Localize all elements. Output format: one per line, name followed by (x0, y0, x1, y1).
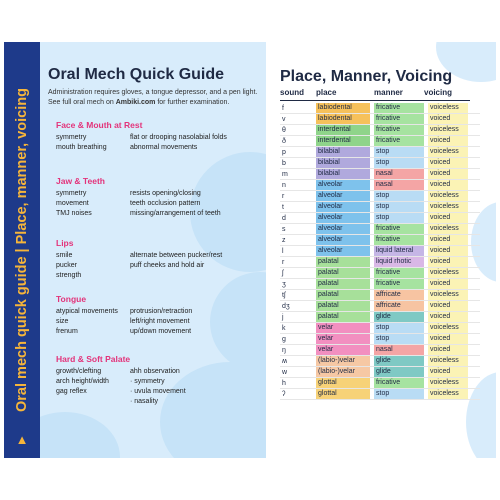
guide-card (4, 42, 496, 458)
manner-cell: fricative (374, 235, 424, 245)
section-row (56, 271, 262, 281)
section-note: alternate between pucker/rest (130, 252, 223, 259)
table-row (280, 136, 480, 147)
place-cell: palatal (316, 301, 370, 311)
section-item: size (56, 318, 69, 325)
section-item: mouth breathing (56, 144, 107, 151)
oral-mech-page (40, 42, 266, 458)
section-note: puff cheeks and hold air (130, 262, 205, 269)
table-row (280, 345, 480, 356)
place-cell: bilabial (316, 147, 370, 157)
sound-cell: f (282, 104, 284, 112)
section-row (56, 133, 262, 143)
intro-text: Administration requires gloves, a tongue depressor, and a pen light. See full oral mech on Ambiki.com for further examination. (48, 89, 258, 106)
sound-cell: z (282, 236, 286, 244)
voicing-cell: voiceless (428, 191, 468, 201)
place-cell: glottal (316, 378, 370, 388)
table-row (280, 202, 480, 213)
sound-cell: ʔ (282, 390, 286, 398)
sound-cell: k (282, 324, 286, 332)
sound-cell: ŋ (282, 346, 286, 354)
section-row (56, 387, 262, 397)
section-item: symmetry (56, 134, 87, 141)
voicing-cell: voiceless (428, 290, 468, 300)
sound-cell: g (282, 335, 286, 343)
manner-cell: liquid lateral (374, 246, 424, 256)
manner-cell: stop (374, 323, 424, 333)
section-row (56, 327, 262, 337)
place-cell: labiodental (316, 114, 370, 124)
side-band-title: Oral mech quick guide | Place, manner, voicing (14, 88, 30, 412)
section-row (56, 317, 262, 327)
voicing-cell: voiced (428, 114, 468, 124)
place-cell: velar (316, 345, 370, 355)
sound-cell: m (282, 170, 288, 178)
manner-cell: fricative (374, 268, 424, 278)
voicing-cell: voiced (428, 345, 468, 355)
section-note: abnormal movements (130, 144, 198, 151)
header-voicing: voicing (424, 88, 453, 97)
table-row (280, 246, 480, 257)
section-heading: Hard & Soft Palate (56, 354, 131, 364)
table-row (280, 147, 480, 158)
section-item: movement (56, 200, 89, 207)
manner-cell: affricate (374, 290, 424, 300)
section-item: frenum (56, 328, 78, 335)
manner-cell: stop (374, 147, 424, 157)
side-band (4, 42, 40, 458)
section-note: up/down movement (130, 328, 192, 335)
section-note: teeth occlusion pattern (130, 200, 201, 207)
voicing-cell: voiced (428, 312, 468, 322)
section-row (56, 209, 262, 219)
place-cell: labiodental (316, 103, 370, 113)
sound-cell: h (282, 379, 286, 387)
sound-cell: l (282, 247, 284, 255)
manner-cell: fricative (374, 114, 424, 124)
sound-cell: ʃ (282, 269, 284, 277)
section-item: smile (56, 252, 73, 259)
place-cell: alveolar (316, 235, 370, 245)
voicing-cell: voiceless (428, 147, 468, 157)
place-cell: alveolar (316, 213, 370, 223)
header-divider (280, 100, 470, 101)
voicing-cell: voiced (428, 246, 468, 256)
section-note: left/right movement (130, 318, 190, 325)
section-note: protrusion/retraction (130, 308, 193, 315)
voicing-cell: voiceless (428, 224, 468, 234)
place-cell: alveolar (316, 191, 370, 201)
section-row (56, 199, 262, 209)
place-cell: bilabial (316, 158, 370, 168)
section-heading: Face & Mouth at Rest (56, 120, 143, 130)
manner-cell: fricative (374, 125, 424, 135)
manner-cell: glide (374, 312, 424, 322)
section-note (130, 271, 262, 281)
sound-cell: dʒ (282, 302, 290, 310)
manner-cell: stop (374, 389, 424, 399)
table-header (280, 88, 480, 100)
place-cell: glottal (316, 389, 370, 399)
section-note: · uvula movement (130, 388, 186, 395)
table-row (280, 158, 480, 169)
manner-cell: nasal (374, 169, 424, 179)
manner-cell: stop (374, 334, 424, 344)
voicing-cell: voiced (428, 367, 468, 377)
sound-cell: tʃ (282, 291, 286, 299)
section-heading: Jaw & Teeth (56, 176, 105, 186)
section-heading: Tongue (56, 294, 87, 304)
voicing-cell: voiceless (428, 202, 468, 212)
voicing-cell: voiced (428, 334, 468, 344)
oral-mech-title: Oral Mech Quick Guide (48, 66, 225, 83)
section-row (56, 143, 262, 153)
manner-cell: stop (374, 191, 424, 201)
table-row (280, 125, 480, 136)
ambiki-link[interactable]: Ambiki.com (115, 99, 156, 106)
sound-cell: θ (282, 126, 286, 134)
place-cell: palatal (316, 268, 370, 278)
pmv-title: Place, Manner, Voicing (280, 68, 453, 85)
table-row (280, 114, 480, 125)
place-cell: alveolar (316, 246, 370, 256)
place-manner-page (266, 42, 496, 458)
table-row (280, 312, 480, 323)
header-manner: manner (374, 88, 403, 97)
section-2 (56, 238, 262, 281)
table-row (280, 301, 480, 312)
manner-cell: glide (374, 356, 424, 366)
voicing-cell: voiced (428, 169, 468, 179)
section-row (56, 251, 262, 261)
voicing-cell: voiced (428, 136, 468, 146)
table-row (280, 257, 480, 268)
table-row (280, 367, 480, 378)
sound-cell: w (282, 368, 288, 376)
manner-cell: fricative (374, 103, 424, 113)
manner-cell: stop (374, 158, 424, 168)
manner-cell: liquid rhotic (374, 257, 424, 267)
voicing-cell: voiceless (428, 356, 468, 366)
section-item: arch height/width (56, 378, 109, 385)
voicing-cell: voiceless (428, 103, 468, 113)
section-row (56, 261, 262, 271)
section-item: pucker (56, 262, 78, 269)
sound-cell: v (282, 115, 286, 123)
place-cell: palatal (316, 312, 370, 322)
ambiki-logo-icon: ▲ (15, 432, 29, 447)
section-item: growth/clefting (56, 368, 102, 375)
table-row (280, 191, 480, 202)
section-note: resists opening/closing (130, 190, 201, 197)
sound-cell: p (282, 148, 286, 156)
section-heading: Lips (56, 238, 74, 248)
sound-cell: r (282, 258, 285, 266)
manner-cell: affricate (374, 301, 424, 311)
section-note: missing/arrangement of teeth (130, 210, 221, 217)
section-row (56, 377, 262, 387)
manner-cell: nasal (374, 180, 424, 190)
section-row (56, 189, 262, 199)
voicing-cell: voiceless (428, 125, 468, 135)
place-cell: palatal (316, 290, 370, 300)
voicing-cell: voiced (428, 257, 468, 267)
section-item: TMJ noises (56, 210, 92, 217)
manner-cell: fricative (374, 224, 424, 234)
section-note: · nasality (130, 398, 159, 405)
voicing-cell: voiceless (428, 389, 468, 399)
section-item: gag reflex (56, 388, 87, 395)
section-row (56, 397, 262, 407)
voicing-cell: voiced (428, 235, 468, 245)
section-1 (56, 176, 262, 219)
section-row (56, 307, 262, 317)
section-4 (56, 354, 262, 407)
sound-cell: ʒ (282, 280, 286, 288)
table-row (280, 356, 480, 367)
voicing-cell: voiced (428, 301, 468, 311)
section-note: · symmetry (130, 378, 165, 385)
manner-cell: fricative (374, 279, 424, 289)
manner-cell: stop (374, 202, 424, 212)
table-row (280, 290, 480, 301)
table-row (280, 268, 480, 279)
place-cell: alveolar (316, 224, 370, 234)
manner-cell: glide (374, 367, 424, 377)
place-cell: interdental (316, 136, 370, 146)
place-cell: velar (316, 334, 370, 344)
place-cell: palatal (316, 279, 370, 289)
place-cell: (labio-)velar (316, 367, 370, 377)
section-item: atypical movements (56, 308, 118, 315)
header-sound: sound (280, 88, 304, 97)
voicing-cell: voiceless (428, 268, 468, 278)
place-cell: alveolar (316, 180, 370, 190)
table-row (280, 323, 480, 334)
section-item (56, 397, 130, 407)
header-place: place (316, 88, 337, 97)
sound-cell: n (282, 181, 286, 189)
sound-cell: b (282, 159, 286, 167)
table-row (280, 224, 480, 235)
table-row (280, 334, 480, 345)
table-row (280, 279, 480, 290)
section-3 (56, 294, 262, 337)
manner-cell: fricative (374, 136, 424, 146)
place-cell: velar (316, 323, 370, 333)
sound-cell: ð (282, 137, 286, 145)
table-row (280, 169, 480, 180)
sound-cell: ʍ (282, 357, 288, 365)
section-note: ahh observation (130, 368, 180, 375)
sound-cell: d (282, 214, 286, 222)
table-row (280, 213, 480, 224)
sound-cell: s (282, 225, 286, 233)
table-row (280, 378, 480, 389)
table-row (280, 389, 480, 400)
sound-cell: r (282, 192, 285, 200)
sound-cell: t (282, 203, 284, 211)
place-cell: bilabial (316, 169, 370, 179)
section-item: symmetry (56, 190, 87, 197)
place-cell: (labio-)velar (316, 356, 370, 366)
place-cell: alveolar (316, 202, 370, 212)
voicing-cell: voiceless (428, 378, 468, 388)
voicing-cell: voiced (428, 180, 468, 190)
sounds-table (280, 103, 480, 400)
section-0 (56, 120, 262, 153)
voicing-cell: voiced (428, 279, 468, 289)
voicing-cell: voiced (428, 158, 468, 168)
sound-cell: j (282, 313, 284, 321)
voicing-cell: voiceless (428, 323, 468, 333)
place-cell: palatal (316, 257, 370, 267)
manner-cell: nasal (374, 345, 424, 355)
table-row (280, 180, 480, 191)
table-row (280, 103, 480, 114)
table-row (280, 235, 480, 246)
manner-cell: stop (374, 213, 424, 223)
voicing-cell: voiced (428, 213, 468, 223)
section-item: strength (56, 272, 82, 279)
section-note: flat or drooping nasolabial folds (130, 134, 227, 141)
section-row (56, 367, 262, 377)
place-cell: interdental (316, 125, 370, 135)
manner-cell: fricative (374, 378, 424, 388)
